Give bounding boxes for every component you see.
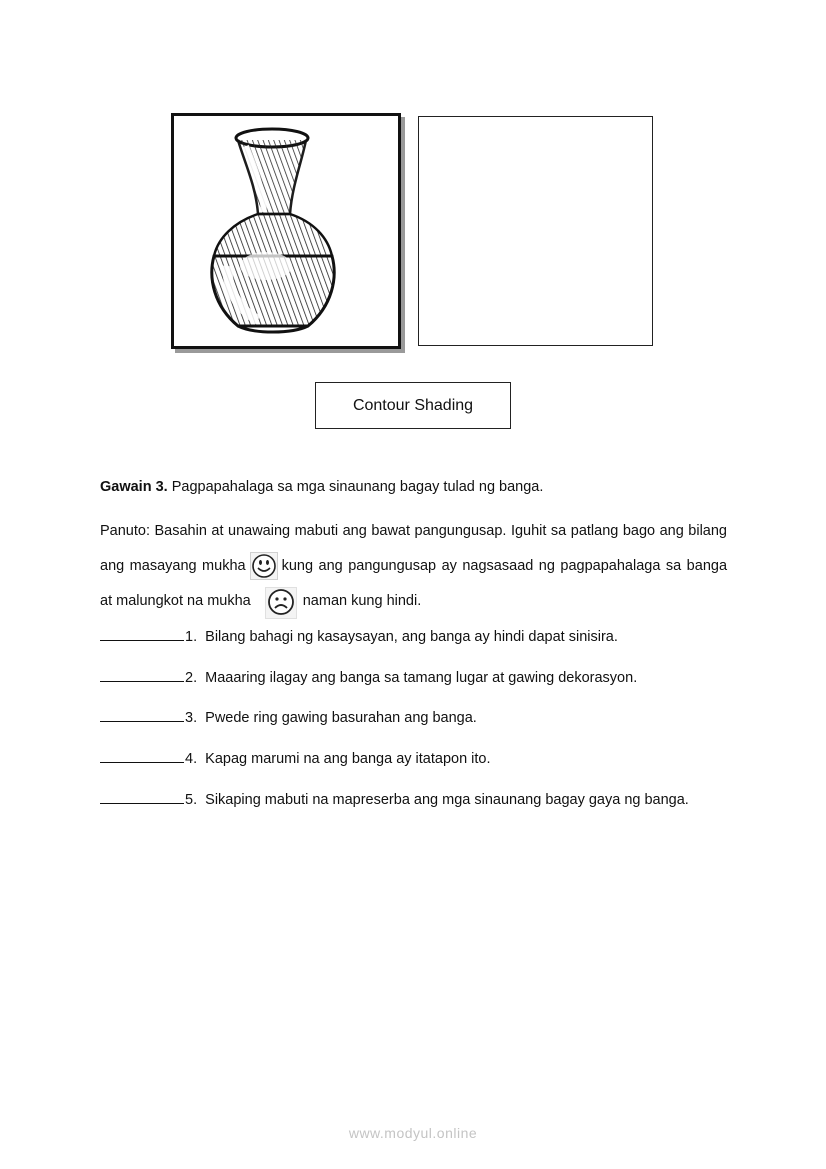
list-item <box>100 707 477 726</box>
watermark-text: www.modyul.online <box>348 1125 478 1141</box>
vase-illustration-icon <box>174 116 398 346</box>
item-text: Pwede ring gawing basurahan ang banga. <box>205 710 477 726</box>
item-text: Kapag marumi na ang banga ay itatapon ito. <box>205 751 491 767</box>
answer-blank[interactable] <box>100 667 184 682</box>
item-text: Maaaring ilagay ang banga sa tamang lugar at gawing dekorasyon. <box>205 670 638 686</box>
vase-image <box>171 113 401 349</box>
item-number: 2. <box>185 670 198 686</box>
activity-heading <box>100 479 727 495</box>
list-item <box>100 626 618 645</box>
item-number: 1. <box>185 629 198 645</box>
list-item <box>100 748 491 767</box>
item-number: 3. <box>185 710 198 726</box>
instructions-part2: kung ang pangungusap ay nagsasaad ng pagpapahalaga sa banga at malungkot na mukha <box>100 558 728 609</box>
sad-face-icon <box>265 587 293 615</box>
item-text: Bilang bahagi ng kasaysayan, ang banga ay hindi dapat sinisira. <box>205 629 618 645</box>
instructions-part3: naman kung hindi. <box>302 593 422 609</box>
instructions <box>100 514 727 619</box>
smiley-face-icon <box>250 552 278 580</box>
item-number: 4. <box>185 751 198 767</box>
activity-subtitle: Pagpapahalaga sa mga sinaunang bagay tulad ng banga. <box>171 479 544 495</box>
answer-blank[interactable] <box>100 748 184 763</box>
item-number: 5. <box>185 792 198 808</box>
drawing-box <box>418 116 653 346</box>
activity-title: Gawain 3. <box>100 479 168 495</box>
caption-label: Contour Shading <box>315 382 511 429</box>
item-text: Sikaping mabuti na mapreserba ang mga sinaunang bagay gaya ng banga. <box>205 792 689 808</box>
answer-blank[interactable] <box>100 707 184 722</box>
answer-blank[interactable] <box>100 626 184 641</box>
answer-blank[interactable] <box>100 789 184 804</box>
instructions-part1: Panuto: Basahin at unawaing mabuti ang bawat pangungusap. Iguhit sa patlang bago ang bilang ang masayang mukha <box>100 523 727 574</box>
list-item <box>100 789 689 808</box>
list-item <box>100 667 637 686</box>
